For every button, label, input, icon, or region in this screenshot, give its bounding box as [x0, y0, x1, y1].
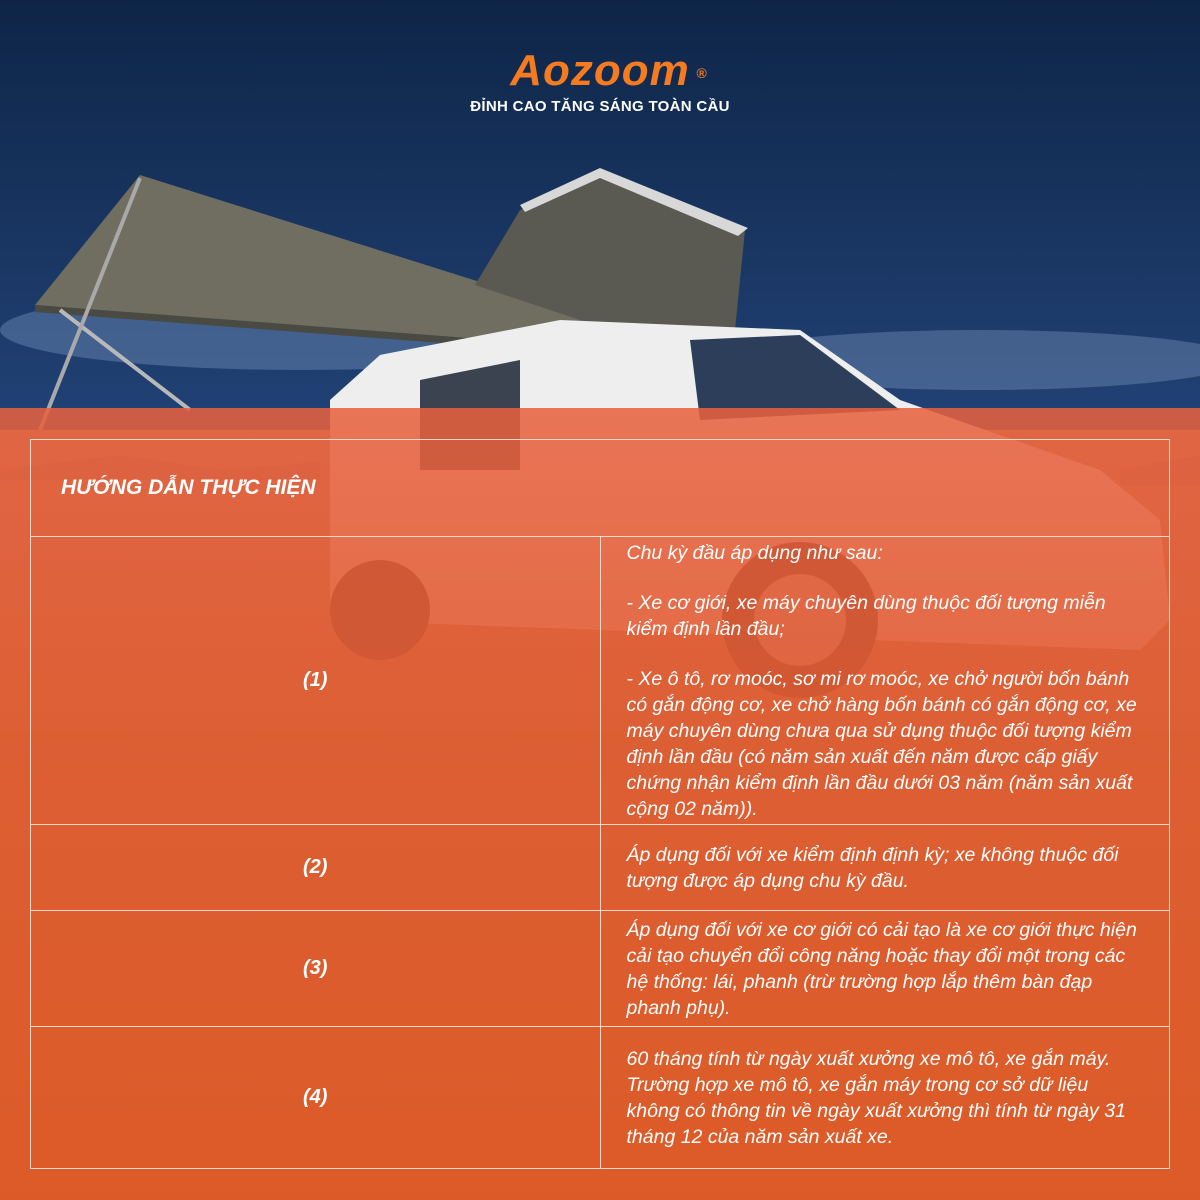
row-text: [600, 537, 1170, 825]
row-paragraph: - Xe cơ giới, xe máy chuyên dùng thuộc đối tượng miễn kiểm định lần đầu;: [626, 591, 1106, 640]
row-number: (3): [31, 911, 601, 1027]
row-number: (2): [31, 825, 601, 911]
registered-mark: ®: [696, 65, 708, 81]
row-paragraph: 60 tháng tính từ ngày xuất xưởng xe mô tô, xe gắn máy. Trường hợp xe mô tô, xe gắn máy trong cơ sở dữ liệu không có thông tin về ngày xuất xưởng thì tính từ ngày 31 tháng 12 của năm sản xuất xe.: [626, 1047, 1126, 1148]
row-paragraph: Chu kỳ đầu áp dụng như sau:: [626, 541, 883, 564]
aozoom-logo: [510, 46, 708, 96]
guide-row: [31, 911, 1170, 1027]
guide-row: [31, 1027, 1170, 1169]
guide-header-row: [31, 440, 1170, 537]
row-text: [600, 1027, 1170, 1169]
guide-row: [31, 537, 1170, 825]
guide-table: [30, 439, 1170, 1169]
row-paragraph: Áp dụng đối với xe kiểm định định kỳ; xe không thuộc đối tượng được áp dụng chu kỳ đầu.: [626, 843, 1119, 892]
row-number: (4): [31, 1027, 601, 1169]
logo-text: Aozoom: [510, 46, 690, 95]
row-text: [600, 911, 1170, 1027]
brand-header: [0, 46, 1200, 115]
row-paragraph: - Xe ô tô, rơ moóc, sơ mi rơ moóc, xe chở người bốn bánh có gắn động cơ, xe chở hàng bốn bánh có gắn động cơ, xe máy chuyên dùng chưa qua sử dụng thuộc đối tượng kiểm định lần đầu (có năm sản xuất đến năm được cấp giấy chứng nhận kiểm định lần đầu dưới 03 năm (năm sản xuất cộng 02 năm)).: [626, 667, 1137, 820]
row-number: (1): [31, 537, 601, 825]
brand-tagline: ĐỈNH CAO TĂNG SÁNG TOÀN CẦU: [470, 98, 730, 115]
guide-row: [31, 825, 1170, 911]
row-text: [600, 825, 1170, 911]
guide-title: HƯỚNG DẪN THỰC HIỆN: [31, 440, 1170, 537]
row-paragraph: Áp dụng đối với xe cơ giới có cải tạo là xe cơ giới thực hiện cải tạo chuyển đổi công năng hoặc thay đổi một trong các hệ thống: lái, phanh (trừ trường hợp lắp thêm bàn đạp phanh phụ).: [626, 918, 1137, 1019]
